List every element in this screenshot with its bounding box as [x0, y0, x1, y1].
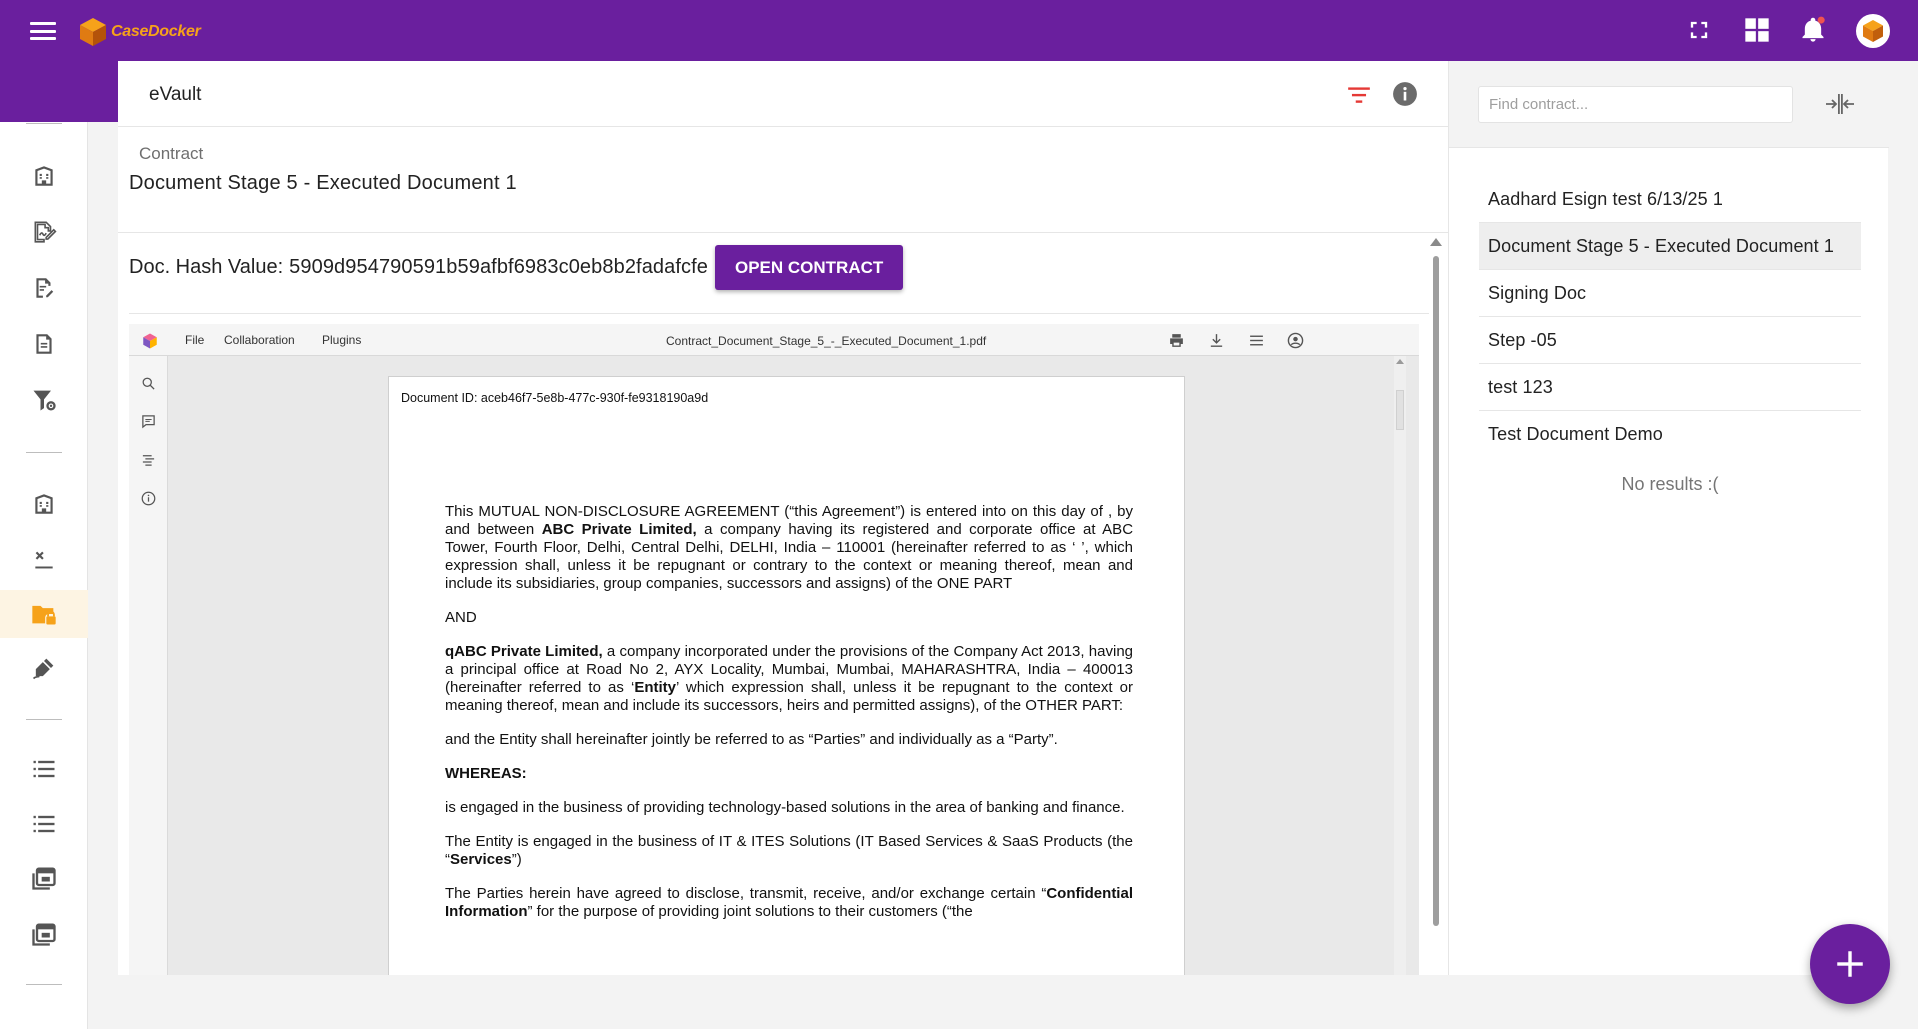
menu-collaboration[interactable]: Collaboration: [224, 333, 295, 347]
menu-plugins[interactable]: Plugins: [322, 333, 362, 347]
contract-label: Contract: [139, 144, 204, 163]
panel-header: [118, 61, 1448, 127]
cube-logo-icon: [78, 16, 108, 48]
paragraph-services: The Entity is engaged in the business of IT & ITES Solutions (IT Based Services & SaaS Products (the “Services”): [445, 833, 1133, 868]
pdf-page: [388, 376, 1185, 975]
sidebar-item-calendar-2[interactable]: [0, 910, 88, 958]
cancel-icon: [31, 547, 57, 573]
contract-list-item[interactable]: Signing Doc: [1479, 270, 1861, 317]
page-title: eVault: [149, 84, 202, 105]
contract-info: [118, 127, 1448, 233]
sidebar-divider: [26, 719, 62, 720]
contract-search-bar: [1449, 61, 1889, 148]
viewer-scrollbar[interactable]: [1394, 356, 1406, 975]
document-id: Document ID: aceb46f7-5e8b-477c-930f-fe9318190a9d: [401, 391, 709, 405]
sign-document-icon: [31, 219, 57, 245]
sidebar-item-list-1[interactable]: [0, 745, 88, 793]
list-icon: [30, 810, 58, 838]
collapse-panel-icon[interactable]: [1825, 93, 1855, 120]
open-contract-button[interactable]: OPEN CONTRACT: [715, 245, 903, 290]
comment-icon[interactable]: [141, 414, 156, 434]
sidebar-nav: [0, 122, 88, 1029]
viewer-toolbar: [129, 324, 1419, 356]
app-name: CaseDocker: [111, 23, 201, 40]
download-icon[interactable]: [1208, 332, 1225, 354]
apps-grid-icon[interactable]: [1743, 16, 1771, 44]
sidebar-item-signatures[interactable]: [0, 644, 88, 692]
paragraph-parties: and the Entity shall hereinafter jointly be referred to as “Parties” and individually as a “Party”.: [445, 731, 1058, 748]
sidebar-item-filters[interactable]: [0, 376, 88, 424]
contract-list-item[interactable]: test 123: [1479, 364, 1861, 411]
main-scrollbar-thumb[interactable]: [1433, 256, 1439, 926]
sidebar-divider: [26, 984, 62, 985]
filter-icon[interactable]: [1346, 82, 1372, 113]
document-icon: [31, 331, 57, 357]
notifications-icon[interactable]: [1799, 16, 1827, 44]
app-logo[interactable]: [78, 16, 201, 48]
contract-list-item[interactable]: Step -05: [1479, 317, 1861, 364]
no-results-message: No results :(: [1621, 474, 1719, 494]
edit-document-icon: [31, 275, 57, 301]
account-icon[interactable]: [1287, 332, 1304, 354]
contract-list-item-selected[interactable]: Document Stage 5 - Executed Document 1: [1479, 223, 1861, 270]
paragraph-whereas: WHEREAS:: [445, 765, 527, 782]
avatar[interactable]: [1855, 13, 1891, 49]
hash-label: Doc. Hash Value:: [129, 256, 284, 278]
sidebar-item-edit[interactable]: [0, 264, 88, 312]
sidebar-divider: [26, 123, 62, 124]
signature-icon: [30, 654, 58, 682]
building-icon: [31, 491, 57, 517]
contract-list-item[interactable]: Test Document Demo: [1488, 424, 1663, 444]
contract-list: [1479, 176, 1861, 458]
locked-folder-icon: [30, 600, 58, 628]
hash-value: 5909d954790591b59afbf6983c0eb8b2fadafcfe: [289, 256, 708, 278]
contract-list-panel: [1448, 61, 1888, 975]
outline-icon[interactable]: [141, 452, 156, 472]
contract-list-item[interactable]: Aadhard Esign test 6/13/25 1: [1479, 176, 1861, 223]
sidebar-item-organization[interactable]: [0, 480, 88, 528]
list-icon: [30, 755, 58, 783]
contract-name: Document Stage 5 - Executed Document 1: [129, 172, 517, 194]
hash-row: [129, 245, 903, 290]
fullscreen-icon[interactable]: [1685, 16, 1713, 44]
top-app-bar: [0, 0, 1918, 61]
sidebar-divider: [26, 452, 62, 453]
sidebar-item-documents[interactable]: [0, 320, 88, 368]
viewer-scrollbar-thumb[interactable]: [1396, 390, 1404, 430]
calendar-icon: [30, 920, 58, 948]
sidebar-item-sign[interactable]: [0, 208, 88, 256]
sidebar-item-calendar-1[interactable]: [0, 854, 88, 902]
viewer-filename: Contract_Document_Stage_5_-_Executed_Document_1.pdf: [666, 334, 987, 348]
sidebar-item-list-2[interactable]: [0, 800, 88, 848]
plus-icon: [1833, 947, 1867, 981]
menu-file[interactable]: File: [185, 333, 205, 347]
add-button[interactable]: [1810, 924, 1890, 1004]
paragraph-entity: qABC Private Limited, a company incorporated under the provisions of the Company Act 2013, having a principal office at Road No 2, AYX Locality, Mumbai, Mumbai, MAHARASHTRA, India – 400013 (hereinafter referred to as ‘Entity’ which expression shall, unless it be repugnant to the context or meaning thereof, mean and include its successors, heirs and permitted assigns), of the OTHER PART:: [445, 643, 1134, 714]
viewer-logo-icon: [141, 332, 159, 355]
divider: [129, 313, 1429, 314]
viewer-side-toolbar: [129, 356, 168, 975]
paragraph-confidential: The Parties herein have agreed to disclose, transmit, receive, and/or exchange certain “Confidential Information” for the purpose of providing joint solutions to their customers (“the: [445, 885, 1133, 920]
sidebar-item-cancelled[interactable]: [0, 536, 88, 584]
paragraph-business: is engaged in the business of providing technology-based solutions in the area of banking and finance.: [445, 799, 1125, 816]
building-icon: [31, 163, 57, 189]
calendar-icon: [30, 864, 58, 892]
document-info-icon[interactable]: [141, 491, 156, 511]
menu-icon[interactable]: [30, 22, 56, 40]
sidebar-item-dashboard[interactable]: [0, 152, 88, 200]
paragraph-intro: This MUTUAL NON-DISCLOSURE AGREEMENT (“this Agreement”) is entered into on this day of , by and between ABC Private Limited, a company having its registered and corporate office at ABC Tower, Fourth Floor, Delhi, Central Delhi, DELHI, India – 110001 (hereinafter referred to as ‘ ’, which expression shall, unless it be repugnant or contrary to the context or meaning thereof, mean and include its subsidiaries, group companies, successors and assigns) of the ONE PART: [445, 503, 1134, 592]
main-scrollbar[interactable]: [1430, 238, 1442, 998]
filter-settings-icon: [30, 386, 58, 414]
sidebar-item-evault[interactable]: [0, 590, 88, 638]
evault-panel: [118, 61, 1448, 975]
find-contract-input[interactable]: [1478, 86, 1793, 123]
pdf-viewer: [129, 324, 1419, 975]
paragraph-and: AND: [445, 609, 477, 626]
search-icon[interactable]: [141, 376, 156, 396]
info-icon[interactable]: [1392, 81, 1418, 112]
print-icon[interactable]: [1168, 332, 1185, 354]
hamburger-menu-icon[interactable]: [1248, 332, 1265, 354]
document-body: [445, 503, 1133, 937]
